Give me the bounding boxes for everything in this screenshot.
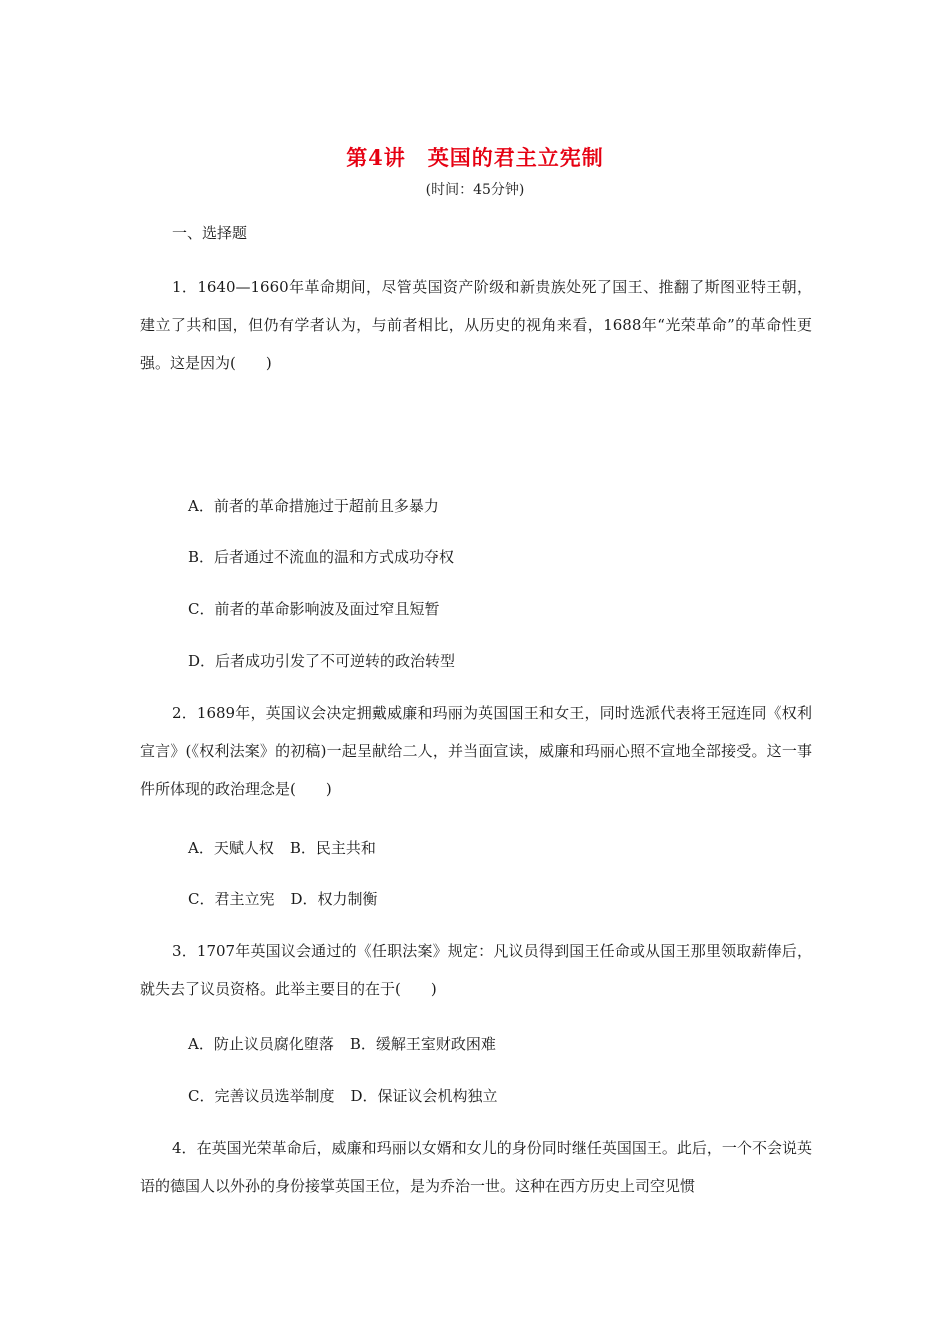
page-title: 第4讲 英国的君主立宪制 [346,145,604,170]
question-1-stem: 1．1640—1660年革命期间，尽管英国资产阶级和新贵族处死了国王、推翻了斯图亚特王朝，建立了共和国，但仍有学者认为，与前者相比，从历史的视角来看，1688年“光荣革命”的革命性更强。这是因为( ) [140,278,812,372]
question-3-options-row-2 [188,1086,498,1106]
question-1-option-b: B．后者通过不流血的温和方式成功夺权 [188,548,455,566]
question-2-options-row-1 [188,838,376,858]
question-2-option-b: B．民主共和 [289,839,376,857]
question-2-stem: 2．1689年，英国议会决定拥戴威廉和玛丽为英国国王和女王，同时选派代表将王冠连同《权利宣言》(《权利法案》的初稿)一起呈献给二人，并当面宣读，威廉和玛丽心照不宣地全部接受。这一事件所体现的政治理念是( ) [140,704,812,798]
question-1-option-a: A．前者的革命措施过于超前且多暴力 [188,497,439,515]
question-3-option-c: C．完善议员选举制度 [188,1087,335,1105]
question-3-stem: 3．1707年英国议会通过的《任职法案》规定：凡议员得到国王任命或从国王那里领取薪俸后，就失去了议员资格。此举主要目的在于( ) [140,942,812,998]
question-1-option-c: C．前者的革命影响波及面过窄且短暂 [188,600,440,618]
question-2-option-d: D．权力制衡 [290,890,378,908]
time-limit: (时间：45分钟) [425,182,525,198]
question-3-option-b: B．缓解王室财政困难 [349,1035,496,1053]
question-3-option-d: D．保证议会机构独立 [350,1087,498,1105]
question-3-options-row-1 [188,1034,496,1054]
question-2-option-c: C．君主立宪 [188,890,275,908]
question-4-stem: 4．在英国光荣革命后，威廉和玛丽以女婿和女儿的身份同时继任英国国王。此后，一个不会说英语的德国人以外孙的身份接掌英国王位，是为乔治一世。这种在西方历史上司空见惯 [140,1139,812,1195]
question-2-option-a: A．天赋人权 [188,839,274,857]
question-1-option-d: D．后者成功引发了不可逆转的政治转型 [188,652,456,670]
question-3-option-a: A．防止议员腐化堕落 [188,1035,334,1053]
section-heading: 一、选择题 [172,224,248,242]
question-2-options-row-2 [188,889,378,909]
